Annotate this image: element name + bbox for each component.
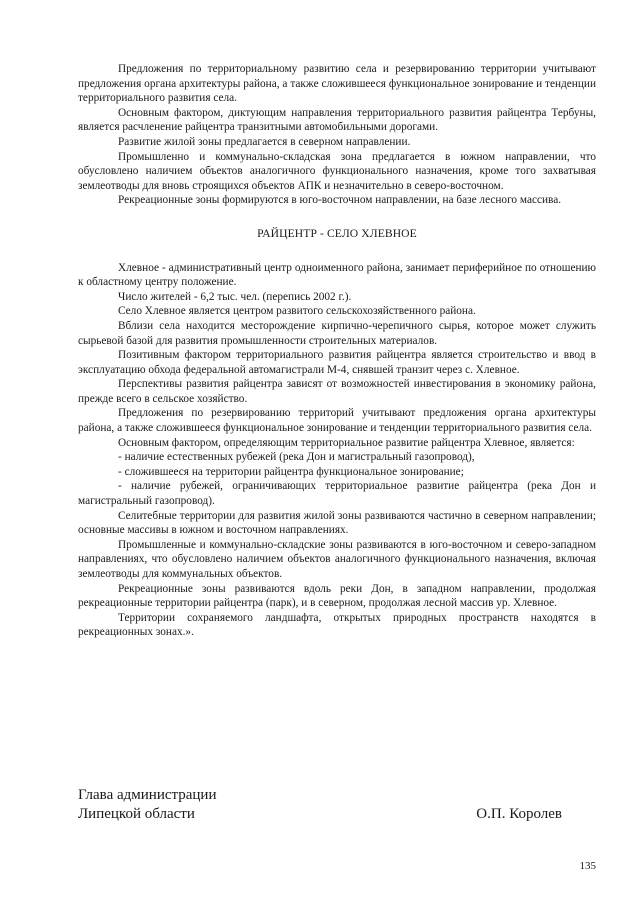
paragraph: Позитивным фактором территориального развития райцентра является строительство и ввод в эксплуатацию обхода федеральной автомагистрали М-4, снявшей транзит через с. Хлевное. (78, 349, 596, 376)
list-item: - наличие естественных рубежей (река Дон и магистральный газопровод), (118, 451, 475, 464)
list-item: - наличие рубежей, ограничивающих территориальное развитие райцентра (река Дон и магистральный газопровод). (78, 480, 596, 508)
paragraph: Вблизи села находится месторождение кирпично-черепичного сырья, которое может служить сырьевой базой для развития промышленности строительных материалов. (78, 319, 596, 347)
paragraph: Территории сохраняемого ландшафта, открытых природных пространств находятся в рекреационных зонах.». (78, 611, 596, 639)
document-body (78, 62, 596, 640)
paragraph: Хлевное - административный центр одноименного района, занимает периферийное по отношению к областному центру положение. (78, 261, 596, 289)
paragraph: Село Хлевное является центром развитого сельскохозяйственного района. (118, 305, 476, 318)
paragraph: Предложения по резервированию территорий учитывают предложения органа архитектуры района, а также сложившееся функциональное зонирование и тенденции территориального развития села. (78, 407, 596, 435)
paragraph: Рекреационные зоны формируются в юго-восточном направлении, на базе лесного массива. (118, 194, 562, 207)
signature-block (78, 786, 596, 824)
page-number: 135 (579, 860, 596, 872)
list-item: - сложившееся на территории райцентра функциональное зонирование; (118, 465, 464, 478)
paragraph: Развитие жилой зоны предлагается в северном направлении. (118, 135, 411, 148)
signatory-name: О.П. Королев (476, 806, 562, 822)
section-heading: РАЙЦЕНТР - СЕЛО ХЛЕВНОЕ (257, 226, 417, 240)
paragraph: Промышленно и коммунально-складская зона предлагается в южном направлении, что обусловлено наличием объектов аналогичного функционального назначения, кроме того захватывая землеотводы для вновь строящихся объектов АПК и незначительно в северо-восточном. (78, 150, 596, 192)
paragraph: Предложения по территориальному развитию села и резервированию территории учитывают предложения органа архитектуры района, а также сложившееся функциональное зонирование и тенденции территориального развития села. (78, 63, 596, 105)
paragraph: Основным фактором, определяющим территориальное развитие райцентра Хлевное, является: (118, 436, 575, 449)
signatory-title-line1: Глава администрации (78, 787, 217, 803)
paragraph: Число жителей - 6,2 тыс. чел. (перепись 2002 г.). (118, 290, 352, 303)
paragraph: Рекреационные зоны развиваются вдоль реки Дон, в западном направлении, продолжая рекреационные территории райцентра (парк), и в северном, продолжая лесной массив ур. Хлевное. (78, 582, 596, 610)
paragraph: Перспективы развития райцентра зависят от возможностей инвестирования в экономику района, прежде всего в сельское хозяйство. (78, 378, 596, 405)
paragraph: Промышленные и коммунально-складские зоны развиваются в юго-восточном и северо-западном направлениях, что обусловлено наличием объектов аналогичного функционального назначения, включая землеотводы для коммунальных объектов. (78, 538, 596, 580)
signatory-title-line2: Липецкой области (78, 806, 195, 822)
paragraph: Основным фактором, диктующим направления территориального развития райцентра Тербуны, является расчленение райцентра транзитными автомобильными дорогами. (78, 106, 596, 134)
paragraph: Селитебные территории для развития жилой зоны развиваются частично в северном направлении; основные массивы в южном и восточном направлениях. (78, 509, 596, 537)
